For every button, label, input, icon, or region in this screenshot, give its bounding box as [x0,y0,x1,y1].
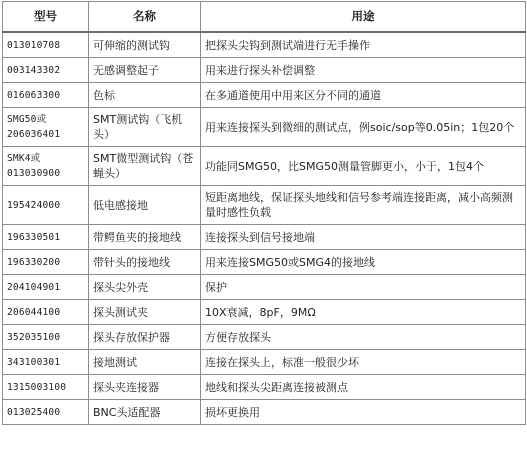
cell-use: 功能同SMG50，比SMG50测量管脚更小，小于，1包4个 [201,147,526,186]
table-row [3,108,526,147]
cell-model: 013025400 [3,400,89,425]
cell-name: SMT微型测试钩（苍蝇头） [89,147,201,186]
cell-use: 保护 [201,275,526,300]
table-row [3,83,526,108]
cell-use: 用来连接SMG50或SMG4的接地线 [201,250,526,275]
cell-name: 无感调整起子 [89,58,201,83]
cell-model: 1315003100 [3,375,89,400]
cell-name: BNC头适配器 [89,400,201,425]
cell-name: 带鳄鱼夹的接地线 [89,225,201,250]
table-row [3,400,526,425]
header-name: 名称 [89,2,201,33]
cell-name: 探头测试夹 [89,300,201,325]
table-row [3,350,526,375]
cell-use: 连接探头到信号接地端 [201,225,526,250]
table-row [3,375,526,400]
cell-use: 方便存放探头 [201,325,526,350]
table-row [3,58,526,83]
cell-use: 短距离地线，保证探头地线和信号参考端连接距离，减小高频测量时感性负载 [201,186,526,225]
cell-use: 损坏更换用 [201,400,526,425]
cell-model: 016063300 [3,83,89,108]
cell-model: 196330501 [3,225,89,250]
header-use: 用途 [201,2,526,33]
cell-model: 206044100 [3,300,89,325]
table-row [3,275,526,300]
table-row [3,250,526,275]
cell-model: 013010708 [3,32,89,58]
cell-name: 带针头的接地线 [89,250,201,275]
cell-use: 10X衰减，8pF，9MΩ [201,300,526,325]
cell-name: 探头尖外壳 [89,275,201,300]
cell-model: SMK4或013030900 [3,147,89,186]
table-row [3,325,526,350]
cell-use: 连接在探头上，标准一般很少坏 [201,350,526,375]
cell-model: 196330200 [3,250,89,275]
table-row [3,225,526,250]
cell-model: SMG50或206036401 [3,108,89,147]
cell-name: 探头存放保护器 [89,325,201,350]
cell-model: 343100301 [3,350,89,375]
cell-model: 003143302 [3,58,89,83]
cell-name: 可伸缩的测试钩 [89,32,201,58]
cell-use: 把探头尖钩到测试端进行无手操作 [201,32,526,58]
cell-use: 地线和探头尖距离连接被测点 [201,375,526,400]
cell-use: 在多通道使用中用来区分不同的通道 [201,83,526,108]
table-row [3,300,526,325]
cell-name: 低电感接地 [89,186,201,225]
cell-name: 色标 [89,83,201,108]
cell-name: SMT测试钩（飞机头） [89,108,201,147]
cell-model: 195424000 [3,186,89,225]
table-row [3,32,526,58]
header-model: 型号 [3,2,89,33]
cell-model: 352035100 [3,325,89,350]
cell-model: 204104901 [3,275,89,300]
table-header-row [3,2,526,33]
accessories-table [2,1,526,425]
table-row [3,186,526,225]
cell-name: 探头夹连接器 [89,375,201,400]
cell-use: 用来进行探头补偿调整 [201,58,526,83]
table-row [3,147,526,186]
cell-use: 用来连接探头到微细的测试点，例soic/sop等0.05in；1包20个 [201,108,526,147]
cell-name: 接地测试 [89,350,201,375]
